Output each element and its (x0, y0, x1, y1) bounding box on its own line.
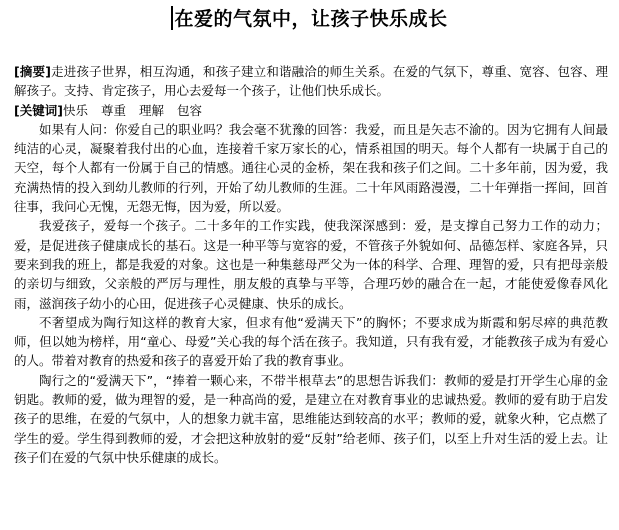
keyword-item: 快乐 (62, 102, 88, 118)
body-paragraph-2: 我爱孩子，爱每一个孩子。二十多年的工作实践，使我深深感到：爱，是支撑自己努力工作的动力；爱，是促进孩子健康成长的基石。这是一种平等与宽容的爱，不管孩子外貌如何、品德怎样、家庭各异，只要来到我的班上，都是我爱的对象。这也是一种集慈母严父为一体的科学、合理、理智的爱，只有把母亲般的亲切与细致，父亲般的严厉与理性，朋友般的真挚与平等，合理巧妙的融合在一起，才能使爱像春风化雨，滋润孩子幼小的心田，促进孩子心灵健康、快乐的成长。 (14, 218, 608, 311)
keyword-item: 尊重 (100, 102, 126, 118)
keyword-item: 包容 (176, 102, 202, 118)
document-body (14, 62, 608, 467)
keyword-item: 理解 (138, 102, 164, 118)
abstract-text: 走进孩子世界，相互沟通，和孩子建立和谐融洽的师生关系。在爱的气氛下，尊重、宽容、包容、理解孩子。支持、肯定孩子，用心去爱每一个孩子，让他们快乐成长。 (14, 64, 608, 99)
abstract (14, 62, 608, 101)
body-paragraph-3: 不奢望成为陶行知这样的教育大家，但求有他“爱满天下”的胸怀；不要求成为斯霞和躬尽瘁的典范教师，但以她为榜样，用“童心、母爱”关心我的每个活在孩子。我知道，只有我有爱，才能教孩子成为有爱心的人。带着对教育的热爱和孩子的喜爱开始了我的教育事业。 (14, 314, 608, 369)
body-paragraph-1: 如果有人问：你爱自己的职业吗？我会毫不犹豫的回答：我爱，而且是矢志不渝的。因为它拥有人间最纯洁的心灵，凝聚着我付出的心血，连接着千家万家长的心，情系祖国的明天。每个人都有一块属于自己的天空，每个人都有一份属于自己的情感。通往心灵的金桥，架在我和孩子们之间。二十多年前，因为爱，我充满热情的投入到幼儿教师的行列，开始了幼儿教师的生涯。二十年风雨路漫漫，二十年弹指一挥间，回首往事，我问心无愧，无怨无悔，因为爱，所以爱。 (14, 121, 608, 215)
keywords (14, 101, 608, 120)
document-title-block (0, 6, 619, 32)
keywords-label: [关键词] (14, 102, 63, 118)
abstract-label: [摘要] (14, 64, 51, 79)
document-title: 在爱的气氛中，让孩子快乐成长 (174, 8, 448, 30)
body-paragraph-4: 陶行之的“爱满天下”，“捧着一颗心来，不带半根草去”的思想告诉我们：教师的爱是打开学生心扉的金钥匙。教师的爱，做为理智的爱，是一种高尚的爱，是建立在对教育事业的忠诚热爱。教师的爱有助于启发孩子的思维，在爱的气氛中，人的想象力就丰富，思维能达到较高的水平；教师的爱，就象火种，它点燃了学生的爱。学生得到教师的爱，才会把这种放射的爱“反射”给老师、孩子们，以至上升对生活的爱上去。让孩子们在爱的气氛中快乐健康的成长。 (14, 372, 608, 465)
